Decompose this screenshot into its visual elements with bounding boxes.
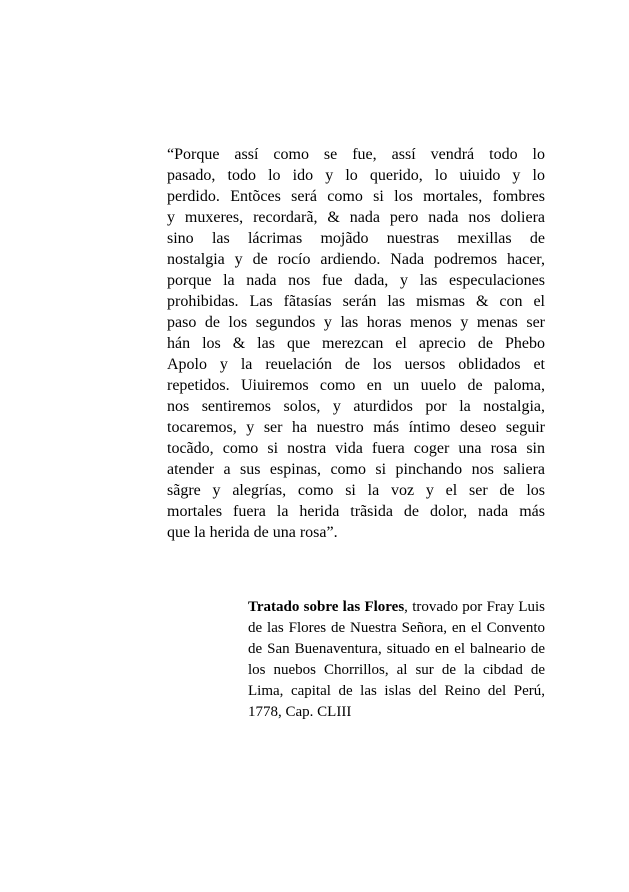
quote-line: atender a sus espinas, como si pinchando nos saliera [167, 461, 545, 478]
quote-line: nos sentiremos solos, y aturdidos por la nostalgia, [167, 398, 545, 415]
attribution-block [248, 597, 545, 723]
quote-paragraph [167, 144, 545, 543]
quote-line: prohibidas. Las fãtasías serán las mismas & con el [167, 293, 545, 310]
quote-line: y muxeres, recordarã, & nada pero nada nos doliera [167, 209, 545, 226]
quote-line: repetidos. Uiuiremos como en un uuelo de paloma, [167, 377, 545, 394]
quote-line: que la herida de una rosa”. [167, 524, 338, 541]
quote-line: sãgre y alegrías, como si la voz y el ser de los [167, 482, 545, 499]
attribution-title: Tratado sobre las Flores [248, 599, 405, 615]
quote-line: pasado, todo lo ido y lo querido, lo uiuido y lo [167, 167, 545, 184]
quote-line: nostalgia y de rocío ardiendo. Nada podremos hacer, [167, 251, 545, 268]
quote-line: paso de los segundos y las horas menos y menas ser [167, 314, 545, 331]
attribution-title-rest: , trovado por Fray Luis [404, 599, 546, 615]
quote-line: tocãdo, como si nostra vida fuera coger una rosa sin [167, 440, 545, 457]
attribution-line: los nuebos Chorrillos, al sur de la cibdad de [248, 662, 545, 678]
quote-line: tocaremos, y ser ha nuestro más íntimo deseo seguir [167, 419, 545, 436]
quote-line: hán los & las que merezcan el aprecio de Phebo [167, 335, 545, 352]
attribution-line: de las Flores de Nuestra Señora, en el Convento [248, 620, 545, 636]
quote-line: porque la nada nos fue dada, y las especulaciones [167, 272, 545, 289]
quote-line: “Porque assí como se fue, assí vendrá todo lo [167, 146, 545, 163]
attribution-line: Lima, capital de las islas del Reino del Perú, [248, 683, 545, 699]
attribution-line [248, 597, 545, 618]
quote-line: Apolo y la reuelación de los uersos oblidados et [167, 356, 545, 373]
quote-line: mortales fuera la herida trãsida de dolor, nada más [167, 503, 545, 520]
attribution-line: 1778, Cap. CLIII [248, 704, 352, 720]
attribution-line: de San Buenaventura, situado en el balneario de [248, 641, 545, 657]
quote-line: sino las lácrimas mojãdo nuestras mexillas de [167, 230, 545, 247]
quote-line: perdido. Entõces será como si los mortales, fombres [167, 188, 545, 205]
